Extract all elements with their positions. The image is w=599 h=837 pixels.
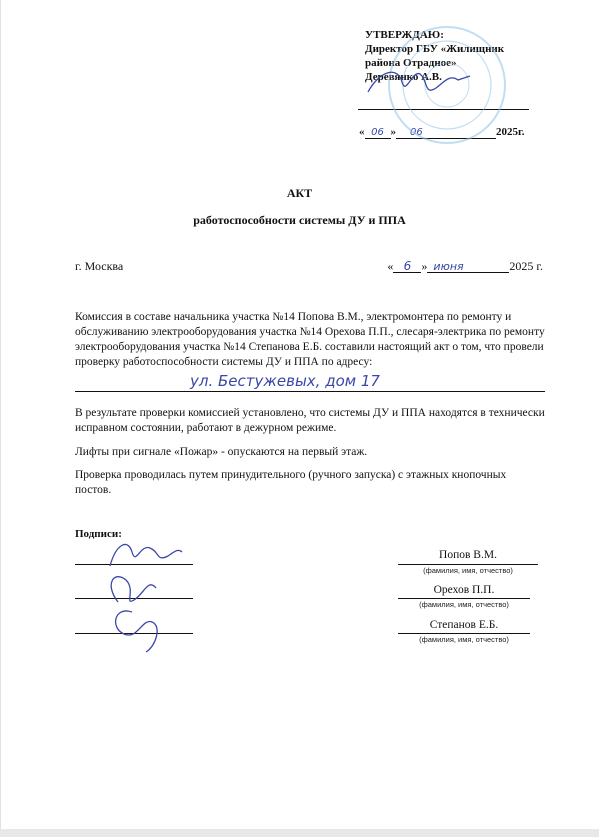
signature-name-3: Степанов Е.Б. [429, 619, 499, 631]
act-date-open-quote: « [387, 259, 394, 273]
act-date-year: 2025 г. [509, 259, 543, 273]
signature-line-left-3 [75, 633, 193, 634]
signature-name-line-1 [398, 564, 538, 565]
address-handwritten: ул. Бестужевых, дом 17 [190, 372, 380, 390]
approval-signature-line [358, 109, 529, 110]
approval-date-open-quote: « [359, 126, 365, 138]
signature-name-line-2 [398, 598, 530, 599]
page-border-left [0, 0, 1, 837]
approval-date [359, 126, 525, 139]
approval-line-3: Деревянко А.В. [365, 71, 442, 83]
signature-popov [110, 544, 182, 566]
signature-hint-2: (фамилия, имя, отчество) [419, 600, 509, 609]
signatures-label: Подписи: [75, 528, 122, 540]
act-date-close-quote: » [421, 259, 428, 273]
address-line [75, 391, 545, 392]
document-title: АКТ [286, 186, 313, 200]
act-date-day: 6 [403, 259, 412, 273]
city: г. Москва [75, 259, 124, 273]
approval-block [365, 28, 504, 84]
approval-line-2: района Отрадное» [365, 57, 457, 69]
elevators-paragraph: Лифты при сигнале «Пожар» - опускаются на первый этаж. [75, 446, 368, 458]
signature-name-1: Попов В.М. [439, 549, 497, 561]
signature-line-left-1 [75, 564, 193, 565]
page-border-bottom [0, 829, 599, 837]
method-paragraph: Проверка проводилась путем принудительного (ручного запуска) с этажных кнопочных постов. [75, 469, 507, 496]
approval-date-month: 06 [410, 127, 423, 138]
approval-line-1: Директор ГБУ «Жилищник [365, 43, 505, 55]
signature-name-line-3 [398, 633, 530, 634]
document-subtitle: работоспособности системы ДУ и ППА [193, 213, 406, 227]
approval-date-day: 06 [371, 127, 384, 138]
approval-heading: УТВЕРЖДАЮ: [365, 29, 444, 41]
result-paragraph: В результате проверки комиссией установлено, что системы ДУ и ППА находятся в технически исправном состоянии, работают в дежурном режиме. [75, 407, 545, 434]
signature-line-left-2 [75, 598, 193, 599]
act-date-month: июня [433, 260, 464, 273]
approval-date-year: 2025г. [496, 126, 525, 138]
signature-hint-1: (фамилия, имя, отчество) [423, 566, 513, 575]
city-date-line [75, 259, 543, 274]
act-date [387, 259, 543, 274]
signature-hint-3: (фамилия, имя, отчество) [419, 635, 509, 644]
signature-stepanov [116, 611, 158, 652]
approval-date-close-quote: » [390, 126, 396, 138]
signature-name-2: Орехов П.П. [433, 584, 495, 596]
commission-paragraph: Комиссия в составе начальника участка №14 Попова В.М., электромонтера по ремонту и обслуживанию электрооборудования участка №14 Орехова П.П., слесаря-электрика по ремонту электрооборудования участка №14 Степанова Е.Б. составили настоящий акт о том, что провели проверку работоспособности системы ДУ и ППА по адресу: [75, 311, 545, 368]
